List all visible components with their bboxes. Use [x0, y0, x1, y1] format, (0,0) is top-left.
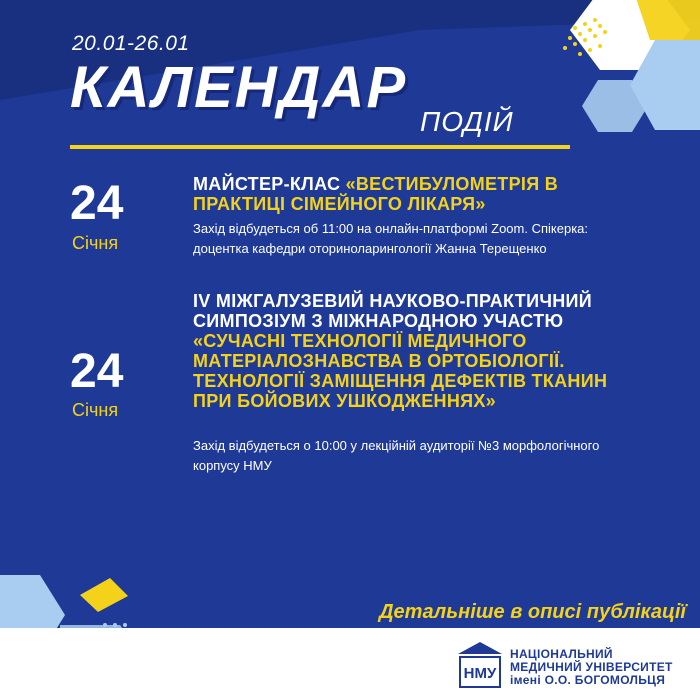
event-2-title-highlight: «СУЧАСНІ ТЕХНОЛОГІЇ МЕДИЧНОГО МАТЕРІАЛОЗНАВСТВА В ОРТОБІОЛОГІЇ. ТЕХНОЛОГІЇ ЗАМІЩЕННЯ ДЕФЕКТІВ ТКАНИН ПРИ БОЙОВИХ УШКОДЖЕННЯХ»	[193, 331, 608, 411]
university-name-line-1: НАЦІОНАЛЬНИЙ	[510, 647, 613, 661]
page-title: КАЛЕНДАР	[70, 55, 408, 120]
event-1-title-highlight: «ВЕСТИБУЛОМЕТРІЯ В ПРАКТИЦІ СІМЕЙНОГО ЛІКАРЯ»	[193, 174, 559, 214]
university-name	[510, 648, 673, 687]
event-1-description: Захід відбудеться об 11:00 на онлайн-платформі Zoom. Спікерка: доцентка кафедри оториноларингології Жанна Терещенко	[193, 221, 589, 256]
logo-mark: НМУ	[463, 665, 497, 682]
university-logo-icon	[456, 640, 504, 692]
page-subtitle: ПОДІЙ	[420, 106, 514, 137]
event-1-month: Січня	[72, 233, 119, 253]
yellow-diamond-shape	[80, 578, 128, 612]
logo-roof-shape	[458, 642, 502, 654]
event-1-day: 24	[70, 177, 124, 230]
event-2-title-prefix: IV МІЖГАЛУЗЕВИЙ НАУКОВО-ПРАКТИЧНИЙ СИМПОЗІУМ З МІЖНАРОДНОЮ УЧАСТЮ	[193, 291, 593, 331]
university-name-line-2: МЕДИЧНИЙ УНІВЕРСИТЕТ	[510, 660, 673, 674]
event-2-title	[193, 291, 613, 411]
event-2-day: 24	[70, 345, 124, 398]
university-name-line-3: імені О.О. БОГОМОЛЬЦЯ	[510, 673, 666, 687]
event-1-title-prefix: МАЙСТЕР-КЛАС	[193, 174, 346, 194]
date-range: 20.01-26.01	[72, 32, 190, 55]
title-underline	[70, 145, 570, 149]
details-caption: Детальніше в описі публікації	[379, 601, 686, 623]
event-2-description: Захід відбудеться о 10:00 у лекційній аудиторії №3 морфологічного корпусу НМУ	[193, 438, 600, 473]
event-1-title	[193, 174, 613, 214]
event-2-month: Січня	[72, 400, 119, 420]
